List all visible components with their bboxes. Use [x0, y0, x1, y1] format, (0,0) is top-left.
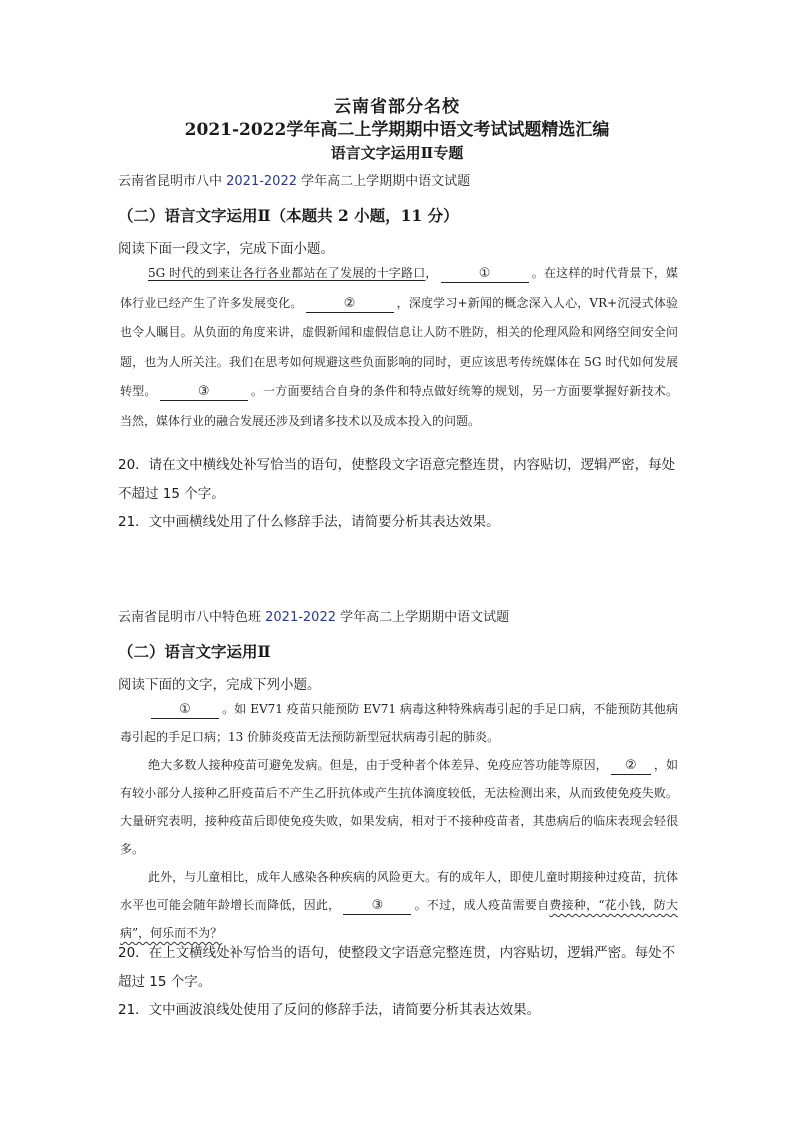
section2-passage-2: 绝大多数人接种疫苗可避免发病。但是，由于受种者个体差异、免疫应答功能等原因， ② ，如有较小部分人接种乙肝疫苗后不产生乙肝抗体或产生抗体滴度较低，无法检测出来，从而致使免疫失败。大量研究表明，接种疫苗后即使免疫失败，如果发病，相对于不接种疫苗者，其患病后的临床表现会轻很多。: [120, 758, 678, 856]
title-exam: 2021-2022学年高二上学期期中语文考试试题精选汇编: [184, 120, 610, 140]
underlined-sentence: 5G 时代的到来让各行各业都站在了发展的十字路口: [148, 266, 426, 280]
section2-passage-3: 此外，与儿童相比，成年人感染各种疾病的风险更大。有的成年人，即使儿童时期接种过疫苗，抗体水平也可能会随年龄增长而降低，因此， ③ 。不过，成人疫苗需要自费接种，“花小钱，防大病”，何乐而不为？: [120, 870, 678, 940]
section2-passage-1: ① 。如 EV71 疫苗只能预防 EV71 病毒这种特殊病毒引起的手足口病，不能预防其他病毒引起的手足口病；13 价肺炎疫苗无法预防新型冠状病毒引起的肺炎。: [120, 702, 678, 744]
answer-blank-2[interactable]: ②: [306, 295, 394, 313]
answer-blank-5[interactable]: ②: [611, 757, 651, 775]
wavy-underlined-sentence: 费接种，“花小钱，防大病”，何乐而不为？: [120, 898, 678, 940]
section2-source: 云南省昆明市八中特色班 2021-2022 学年高二上学期期中语文试题: [118, 610, 510, 625]
title-block: [0, 96, 794, 164]
section1-question-20: 20．请在文中横线处补写恰当的语句，使整段文字语意完整连贯，内容贴切，逻辑严密，每处不超过 15 个字。: [118, 457, 676, 502]
answer-blank-4[interactable]: ①: [151, 701, 219, 719]
section1-question-21: 21．文中画横线处用了什么修辞手法，请简要分析其表达效果。: [118, 514, 500, 530]
section1-source: 云南省昆明市八中 2021-2022 学年高二上学期期中语文试题: [118, 174, 471, 189]
answer-blank-1[interactable]: ①: [441, 265, 529, 283]
title-school: 云南省部分名校: [334, 97, 460, 117]
answer-blank-6[interactable]: ③: [343, 897, 411, 915]
section1-instruction: 阅读下面一段文字，完成下面小题。: [118, 241, 334, 257]
section1-passage: 5G 时代的到来让各行各业都站在了发展的十字路口， ① 。在这样的时代背景下，媒体行业已经产生了许多发展变化。 ② ，深度学习+新闻的概念深入人心，VR+沉浸式体验也令人瞩目。从负面的角度来讲，虚假新闻和虚假信息让人防不胜防，相关的伦理风险和网络空间安全问题，也为人所关注。我们在思考如何规避这些负面影响的同时，更应该思考传统媒体在 5G 时代如何发展转型。 ③ 。一方面要结合自身的条件和特点做好统筹的规划，另一方面要掌握好新技术。当然，媒体行业的融合发展还涉及到诸多技术以及成本投入的问题。: [120, 266, 678, 428]
answer-blank-3[interactable]: ③: [160, 383, 248, 401]
section1-heading: （二）语言文字运用Ⅱ（本题共 2 小题，11 分）: [118, 206, 459, 225]
section2-question-21: 21．文中画波浪线处使用了反问的修辞手法，请简要分析其表达效果。: [118, 1002, 541, 1018]
section2-heading: （二）语言文字运用Ⅱ: [118, 642, 271, 661]
section2-instruction: 阅读下面的文字，完成下列小题。: [118, 677, 321, 693]
section2-question-20: 20．在上文横线处补写恰当的语句，使整段文字语意完整连贯，内容贴切，逻辑严密。每处不超过 15 个字。: [118, 945, 676, 990]
title-topic: 语言文字运用Ⅱ专题: [330, 144, 464, 162]
